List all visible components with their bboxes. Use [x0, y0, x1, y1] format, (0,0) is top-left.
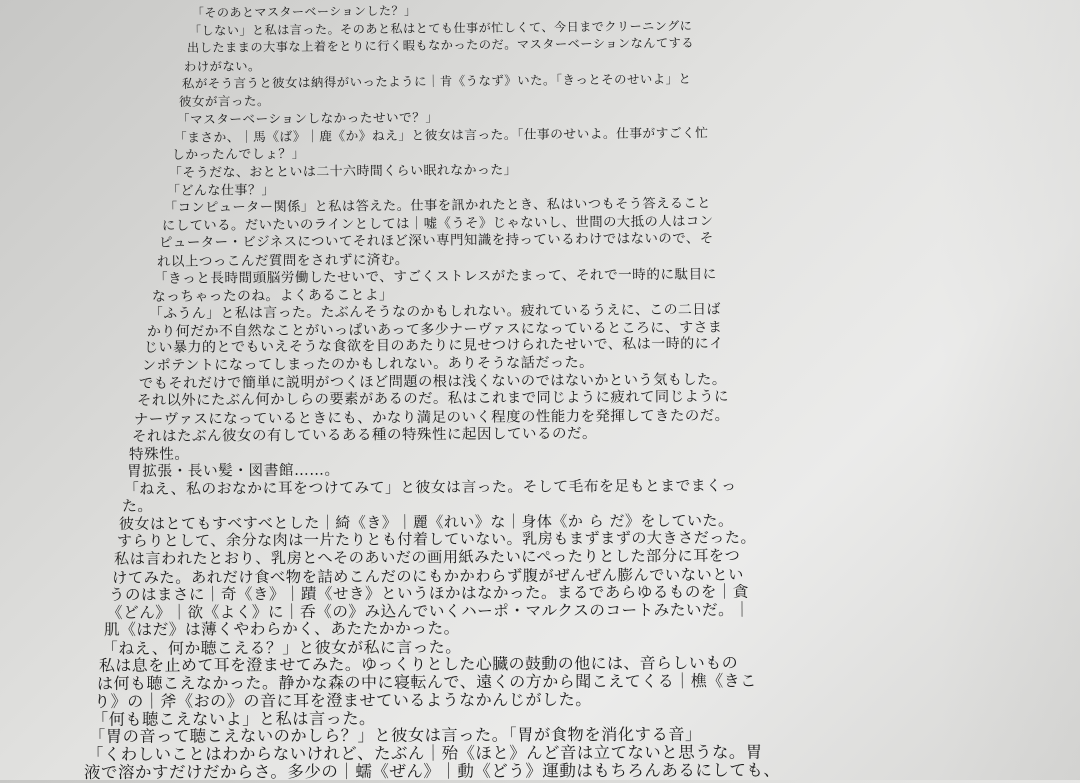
- text-line: にしている。だいたいのラインとしては｜嘘《うそ》じゃないし、世間の大抵の人はコン: [161, 213, 714, 234]
- text-line: 液で溶かすだけだからさ。多少の｜蠕《ぜん》｜動《どう》運動はもちろんあるにしても、: [83, 760, 781, 782]
- text-line: 胃拡張・長い髪・図書館……。: [126, 461, 340, 481]
- text-line: 「しない」と私は言った。そのあと私はとても仕事が忙しくて、今日までクリーニングに: [188, 18, 693, 38]
- text-line: すらりとして、余分な肉は一片たりとも付着していない。乳房もまずまずの大きさだった。: [116, 528, 757, 551]
- text-line: 「くわしいことはわからないけれど、たぶん｜殆《ほと》んど音は立てないと思うな。胃: [86, 742, 763, 764]
- text-line: でもそれだけで簡単に説明がつくほど問題の根は浅くないのではないかという気もした。: [138, 371, 727, 392]
- text-line: わけがない。: [183, 58, 261, 74]
- text-line: 「ねえ、私のおなかに耳をつけてみて」と彼女は言った。そして毛布を足もとまでまくっ: [123, 476, 737, 498]
- text-line: ンポテントになってしまったのかもしれない。ありそうな話だった。: [141, 354, 594, 374]
- text-line: じい暴力的とでもいえそうな食欲を目のあたりに見せつけられたせいで、私は一時的にイ: [143, 336, 724, 357]
- text-line: しかったんでしょ？」: [171, 147, 306, 164]
- text-line: なっちゃったのね。よくあることよ」: [151, 286, 394, 305]
- text-line: れ以上つっこんだ質問をされずに済む。: [156, 251, 409, 270]
- text-line: 出したままの大事な上着をとりに行く暇もなかったのだ。マスターベーションなんてする: [186, 35, 695, 56]
- text-line: ナーヴァスになっているときにも、かなり満足のいく程度の性能力を発揮してきたのだ。: [133, 407, 730, 428]
- text-line: 「コンピューター関係」と私は答えた。仕事を訊かれたとき、私はいつもそう答えること: [163, 196, 712, 216]
- text-line: 私は言われたとおり、乳房とへそのあいだの画用紙みたいにぺったりとした部分に耳をつ: [113, 546, 741, 568]
- text-line: それ以外にたぶん何かしらの要素があるのだ。私はこれまで同じように疲れて同じように: [136, 388, 729, 409]
- text-line: 私がそう言うと彼女は納得がいったように｜肯《うなず》いた。「きっとそのせいよ」と: [181, 71, 692, 92]
- text-line: 「まさか、｜馬《ば》｜鹿《か》ねえ」と彼女は言った。「仕事のせいよ。仕事がすごく忙: [173, 124, 709, 145]
- text-line: た。: [121, 497, 153, 516]
- text-line: り》の｜斧《おの》の音に耳を澄ませているようなかんじがした。: [93, 690, 592, 712]
- text-line: 「マスターベーションしなかったせいで？」: [176, 109, 439, 128]
- text-line: 特殊性。: [128, 445, 190, 463]
- text-line: 「ふうん」と私は言った。たぶんそうなのかもしれない。疲れているうえに、この二日ば: [148, 301, 721, 323]
- text-line: それはたぶん彼女の有しているある種の特殊性に起因しているのだ。: [131, 426, 598, 446]
- text-line: 「そのあとマスターベーションした？」: [191, 3, 417, 20]
- text-line: 「ねえ、何か聴こえる？」と彼女が私に言った。: [101, 636, 462, 658]
- text-line: 「胃の音って聴こえないのかしら？」と彼女は言った。「胃が食物を消化する音」: [88, 725, 702, 747]
- paper-shadow: [940, 0, 1080, 780]
- text-line: 「そうだな、おとといは二十六時間くらい眠れなかった」: [168, 162, 518, 181]
- text-line: うのはまさに｜奇《き》｜蹟《せき》というほかはなかった。まるであらゆるものを｜貪: [108, 582, 749, 604]
- text-line: 私は息を止めて耳を澄ませてみた。ゆっくりとした心臓の鼓動の他には、音らしいもの: [98, 653, 739, 676]
- text-line: 彼女が言った。: [178, 92, 271, 109]
- text-line: 肌《はだ》は薄くやわらかく、あたたかかった。: [103, 618, 460, 640]
- text-line: 《どん》｜欲《よく》に｜呑《の》み込んでいくハーポ・マルクスのコートみたいだ。｜: [106, 600, 751, 622]
- text-line: 「きっと長時間頭脳労働したせいで、すごくストレスがたまって、それで一時的に駄目に: [153, 266, 717, 288]
- text-line: 「どんな仕事？」: [166, 182, 276, 199]
- text-line: 彼女はとてもすべすべとした｜綺《き》｜麗《れい》な｜身体《か ら だ》をしていた。: [118, 511, 734, 533]
- text-line: 「何も聴こえないよ」と私は言った。: [91, 708, 376, 729]
- text-line: けてみた。あれだけ食べ物を詰めこんだのにもかかわらず腹がぜんぜん膨んでいないとい: [111, 565, 744, 587]
- text-line: かり何だか不自然なことがいっぱいあって多少ナーヴァスになっているところに、すさま: [146, 319, 723, 340]
- text-line: は何も聴こえなかった。静かな森の中に寝転んで、遠くの方から聞こえてくる｜樵《きこ: [96, 670, 757, 693]
- text-line: ピューター・ビジネスについてそれほど深い専門知識を持っているわけではないので、そ: [158, 231, 714, 252]
